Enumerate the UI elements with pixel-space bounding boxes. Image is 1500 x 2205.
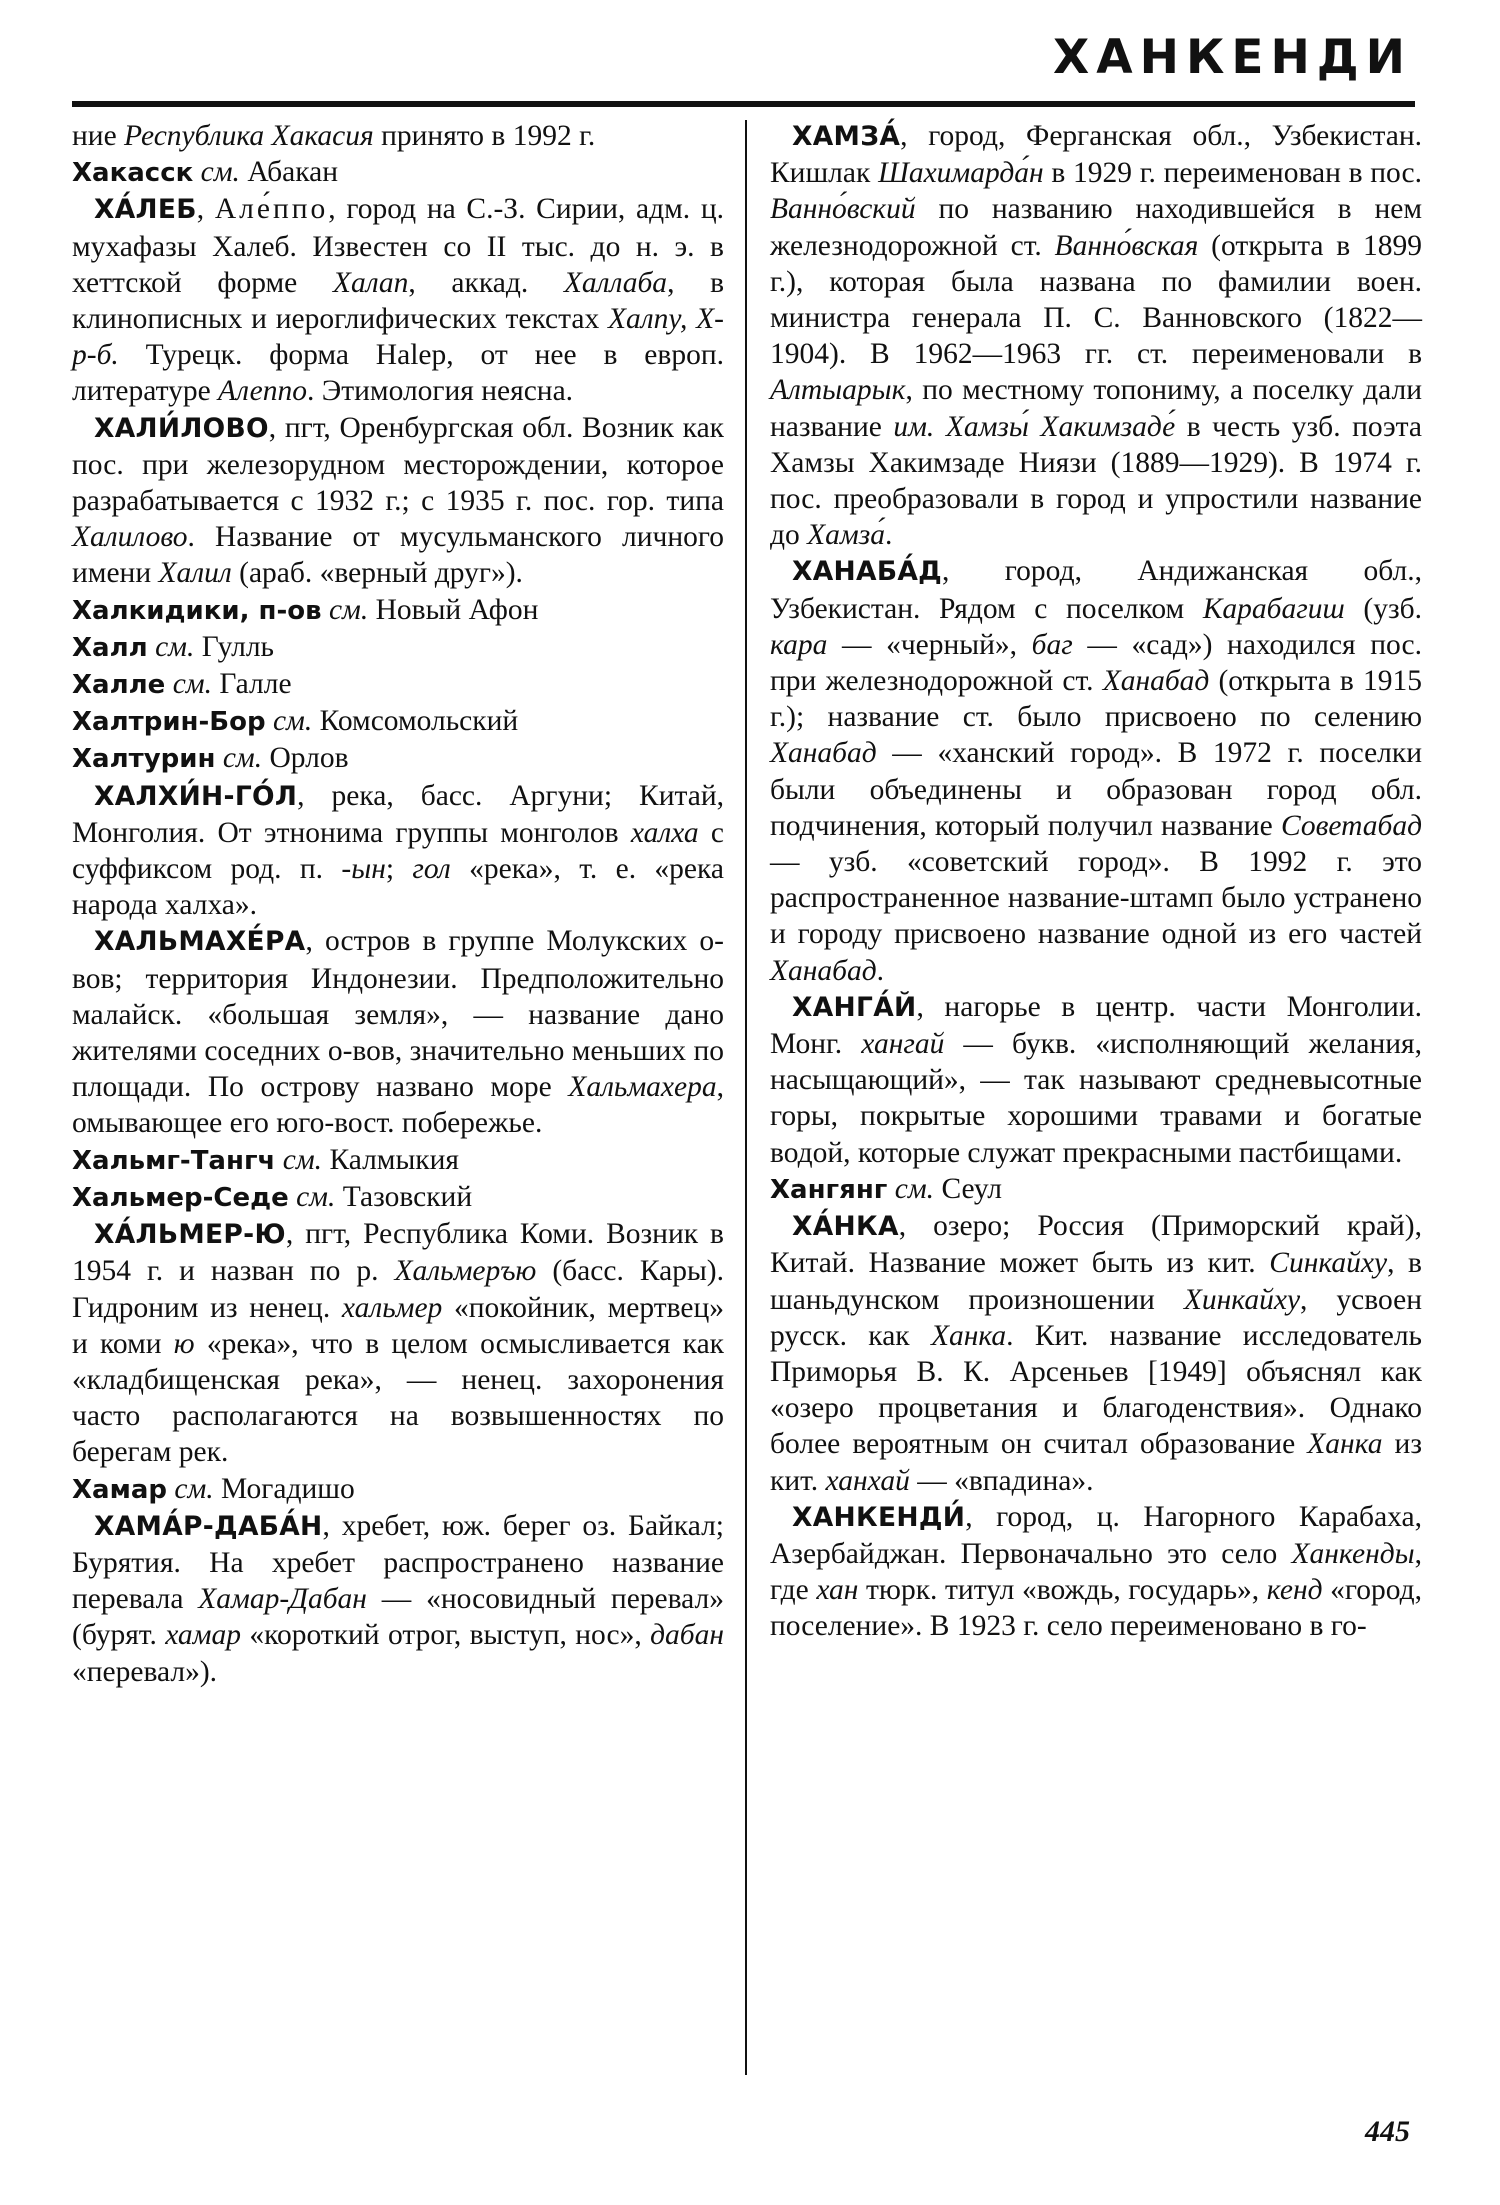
body-text: Тазовский: [335, 1180, 473, 1213]
body-text: (узб.: [1344, 592, 1422, 625]
italic-text: см.: [321, 593, 369, 626]
body-text: — «черный»,: [827, 628, 1032, 661]
body-text: , река, басс. Аргуни; Китай, Монголия. От этнонима группы монголов: [72, 779, 724, 849]
italic-text: Шахимарда́н: [878, 157, 1044, 190]
cross-reference-entry: [72, 629, 724, 666]
italic-text: Ханабад: [1102, 665, 1210, 698]
reference-headword: Халле: [72, 670, 166, 701]
body-text: , пгт, Республика Коми. Возник в 1954 г. и назван по р.: [72, 1218, 724, 1288]
italic-text: Хинкайху: [1183, 1283, 1301, 1316]
italic-text: Халлаба: [563, 266, 668, 299]
italic-text: Алтыарык: [770, 374, 906, 407]
italic-text: дабан: [650, 1619, 724, 1652]
body-text: , омывающее его юго-вост. побережье.: [72, 1071, 724, 1140]
italic-text: Алеппо: [218, 375, 308, 408]
body-text: . Этимология неясна.: [307, 375, 574, 408]
body-text: (араб. «верный друг»).: [231, 557, 523, 590]
italic-text: см.: [887, 1172, 935, 1205]
continued-text: [72, 118, 724, 154]
entry-headword: ХАМА́Р-ДАБА́Н: [94, 1510, 323, 1542]
body-text: «покойник, мертвец» и коми: [72, 1291, 724, 1360]
body-text: «короткий отрог, выступ, нос»,: [240, 1619, 651, 1652]
body-text: «город, поселение». В 1923 г. село переименовано в го-: [770, 1574, 1422, 1643]
cross-reference-entry: [72, 1471, 724, 1508]
body-text: , остров в группе Молукских о-вов; территория Индонезии. Предположительно малайск. «большая земля», — название дано жителями соседних о-вов, значительно меньших по площади. По острову названо море: [72, 925, 724, 1104]
cross-reference-entry: [770, 1171, 1422, 1208]
body-text: Абакан: [239, 156, 338, 189]
italic-text: Хамар-Дабан: [198, 1583, 367, 1616]
dictionary-entry: [72, 191, 724, 409]
dictionary-entry: [72, 1508, 724, 1690]
entry-headword: ХАЛИ́ЛОВО: [94, 412, 269, 444]
body-text: (басс. Кары). Гидроним из ненец.: [72, 1255, 724, 1324]
italic-text: Ханка: [930, 1319, 1007, 1352]
body-text: . Кит. название исследователь Приморья В. К. Арсеньев [1949] объяснял как «озеро процветания и благоденствия». Однако более вероятным он считал образование: [770, 1319, 1422, 1461]
body-text: , город, Андижанская обл., Узбекистан. Рядом с поселком: [770, 555, 1422, 625]
italic-text: Хальмеръю: [394, 1255, 537, 1288]
entry-headword: ХАМЗА́: [792, 121, 901, 152]
body-text: Гулль: [194, 630, 275, 663]
italic-text: Халпу, Х-р-б.: [72, 303, 724, 372]
italic-text: хамар: [165, 1619, 241, 1652]
body-text: .: [885, 519, 893, 552]
body-text: , в шаньдунском произношении: [770, 1247, 1422, 1316]
body-text: , в клинописных и иероглифических текстах: [72, 266, 724, 336]
body-text: , пгт, Оренбургская обл. Возник как пос. при железорудном месторождении, которое разрабатывается с 1932 г.; с 1935 г. пос. гор. типа: [72, 411, 724, 518]
dictionary-entry: [770, 118, 1422, 553]
entry-headword: ХАНГА́Й: [792, 991, 917, 1023]
body-text: Новый Афон: [368, 593, 539, 626]
body-text: ,: [196, 193, 215, 226]
reference-headword: Халл: [72, 632, 148, 663]
body-text: , город на С.-З. Сирии, адм. ц. мухафазы Халеб. Известен со II тыс. до н. э. в хеттской форме: [72, 193, 725, 299]
reference-headword: Хамар: [72, 1474, 167, 1505]
cross-reference-entry: [72, 1142, 724, 1179]
italic-text: Ханкенды: [1291, 1537, 1415, 1570]
body-text: (открыта в 1915 г.); название ст. было присвоено по селению: [770, 665, 1422, 734]
body-text: в 1929 г. переименован в пос.: [1043, 157, 1423, 190]
reference-headword: Халтрин-Бор: [72, 707, 266, 738]
reference-headword: Халтурин: [72, 744, 216, 775]
reference-headword: Хангянг: [770, 1174, 888, 1205]
italic-text: кара: [770, 628, 828, 661]
italic-text: см.: [165, 668, 212, 701]
entry-headword: ХА́ЛЕБ: [94, 194, 197, 226]
italic-text: см.: [288, 1180, 336, 1213]
italic-text: см.: [275, 1143, 323, 1176]
reference-headword: Халкидики, п-ов: [72, 595, 322, 626]
body-text: , аккад.: [408, 266, 564, 299]
body-text: . Название от мусульманского личного имени: [72, 521, 724, 590]
cross-reference-entry: [72, 740, 724, 777]
cross-reference-entry: [72, 154, 724, 191]
entry-headword: ХАЛЬМАХЕ́РА: [94, 926, 306, 958]
body-text: принято в 1992 г.: [373, 120, 596, 152]
dictionary-entry: [72, 778, 724, 924]
italic-text: Ванно́вский: [770, 193, 916, 226]
left-column: [72, 118, 724, 1690]
entry-headword: ХАЛХИ́Н-ГО́Л: [94, 780, 298, 812]
body-text: , город, ц. Нагорного Карабаха, Азербайджан. Первоначально это село: [770, 1500, 1422, 1570]
entry-headword: ХАНКЕНДИ́: [792, 1501, 966, 1533]
entry-headword: ХА́НКА: [792, 1211, 899, 1243]
body-text: .: [876, 954, 885, 987]
reference-headword: Хальмер-Седе: [72, 1182, 289, 1213]
body-text: «перевал»).: [72, 1655, 218, 1688]
header-rule: [72, 101, 1415, 107]
italic-text: Хальмахера: [568, 1071, 717, 1104]
cross-reference-entry: [72, 1179, 724, 1216]
italic-text: кенд: [1266, 1574, 1323, 1607]
italic-text: ханхай: [825, 1464, 910, 1497]
body-text: Могадишо: [213, 1472, 355, 1505]
body-text: — узб. «советский город». В 1992 г. это распространенное название-штамп было устранено и городу присвоено название одной из его частей: [770, 846, 1422, 951]
reference-headword: Хакасск: [72, 158, 194, 189]
body-text: «река», что в целом осмысливается как «кладбищенская река», — ненец. захоронения часто располагаются на возвышенностях по берегам рек.: [72, 1327, 724, 1469]
italic-text: Халилово: [72, 521, 188, 554]
column-divider: [745, 120, 747, 2075]
body-text: — «сад») находился пос. при железнодорожной ст.: [770, 628, 1422, 698]
right-column: [770, 118, 1422, 1645]
italic-text: см.: [147, 630, 195, 663]
italic-text: халха: [630, 816, 699, 849]
italic-text: ю: [173, 1327, 195, 1360]
body-text: (открыта в 1899 г.), которая была названа по фамилии воен. министра генерала П. С. Ванновского (1822—1904). В 1962—1963 гг. ст. переименовали в: [770, 229, 1422, 371]
italic-text: Ханка: [1307, 1428, 1383, 1461]
italic-text: хан: [816, 1574, 859, 1607]
italic-text: Ханабад: [770, 954, 877, 987]
entry-headword: ХА́ЛЬМЕР-Ю: [94, 1219, 286, 1251]
body-text: , по местному топониму, а поселку дали название: [770, 374, 1422, 443]
italic-text: баг: [1031, 628, 1073, 661]
italic-text: Синкайху: [1269, 1247, 1388, 1280]
italic-text: см.: [215, 742, 263, 775]
dictionary-entry: [770, 1499, 1422, 1645]
body-text: «река», т. е. «река народа халха».: [72, 853, 724, 922]
italic-text: Ханабад: [770, 737, 877, 770]
italic-text: см.: [265, 705, 313, 738]
dictionary-entry: [770, 1208, 1422, 1499]
dictionary-entry: [770, 553, 1422, 988]
italic-text: хангай: [861, 1028, 945, 1061]
cross-reference-entry: [72, 592, 724, 629]
body-text: , город, Ферганская обл., Узбекистан. Кишлак: [770, 120, 1422, 190]
cross-reference-entry: [72, 666, 724, 703]
dictionary-entry: [72, 923, 724, 1141]
italic-text: Советабад: [1280, 809, 1422, 842]
italic-text: Ванно́вская: [1054, 229, 1199, 262]
italic-text: см.: [167, 1472, 214, 1505]
body-text: в честь узб. поэта Хамзы Хакимзаде Ниязи (1889—1929). В 1974 г. пос. преобразовали в город и упростили название до: [770, 410, 1422, 552]
body-text: Сеул: [934, 1172, 1003, 1205]
reference-headword: Хальмг-Тангч: [72, 1145, 276, 1176]
body-text: ние: [72, 120, 125, 152]
italic-text: Республика Хакасия: [124, 120, 374, 152]
italic-text: -ын: [341, 853, 386, 886]
italic-text: Халап: [332, 266, 409, 299]
italic-text: см.: [193, 156, 240, 189]
body-text: , хребет, юж. берег оз. Байкал; Бурятия. На хребет распространено название перевала: [72, 1509, 724, 1616]
dictionary-entry: [72, 410, 724, 592]
spaced-variant: Але́ппо: [214, 193, 329, 226]
body-text: по названию находившейся в нем железнодорожной ст.: [770, 193, 1422, 262]
body-text: — букв. «исполняющий желания, насыщающий», — так называют средневысотные горы, покрытые хорошими травами и богатые водой, которые служат прекрасными пастбищами.: [770, 1028, 1422, 1169]
running-head: ХАНКЕНДИ: [1053, 30, 1412, 85]
entry-headword: ХАНАБА́Д: [792, 556, 943, 588]
body-text: — «ханский город». В 1972 г. поселки были объединены и образован город обл. подчинения, который получил название: [770, 737, 1422, 842]
body-text: — «впадина».: [909, 1464, 1094, 1497]
body-text: Калмыкия: [322, 1143, 459, 1176]
body-text: ;: [385, 853, 413, 886]
italic-text: Хамза́: [807, 519, 885, 552]
body-text: Орлов: [262, 742, 349, 775]
page-number: 445: [1365, 2115, 1410, 2148]
body-text: — «носовидный перевал» (бурят.: [72, 1583, 724, 1652]
dictionary-entry: [770, 989, 1422, 1171]
body-text: Турецк. форма Halep, от нее в европ. литературе: [72, 339, 724, 408]
body-text: из кит.: [770, 1428, 1422, 1497]
body-text: Комсомольский: [312, 705, 519, 738]
body-text: с суффиксом род. п.: [72, 816, 724, 886]
italic-text: гол: [412, 853, 451, 886]
italic-text: Карабагиш: [1202, 592, 1345, 625]
body-text: тюрк. титул «вождь, государь»,: [858, 1574, 1267, 1607]
cross-reference-entry: [72, 703, 724, 740]
body-text: , нагорье в центр. части Монголии. Монг.: [770, 990, 1422, 1061]
body-text: , озеро; Россия (Приморский край), Китай. Название может быть из кит.: [770, 1210, 1422, 1280]
body-text: , где: [770, 1537, 1422, 1607]
italic-text: Халил: [158, 557, 232, 590]
body-text: Галле: [211, 668, 292, 701]
dictionary-entry: [72, 1216, 724, 1470]
italic-text: им. Хамзы́ Хакимзаде́: [893, 410, 1176, 443]
body-text: , усвоен русск. как: [770, 1283, 1422, 1352]
italic-text: хальмер: [341, 1291, 443, 1324]
